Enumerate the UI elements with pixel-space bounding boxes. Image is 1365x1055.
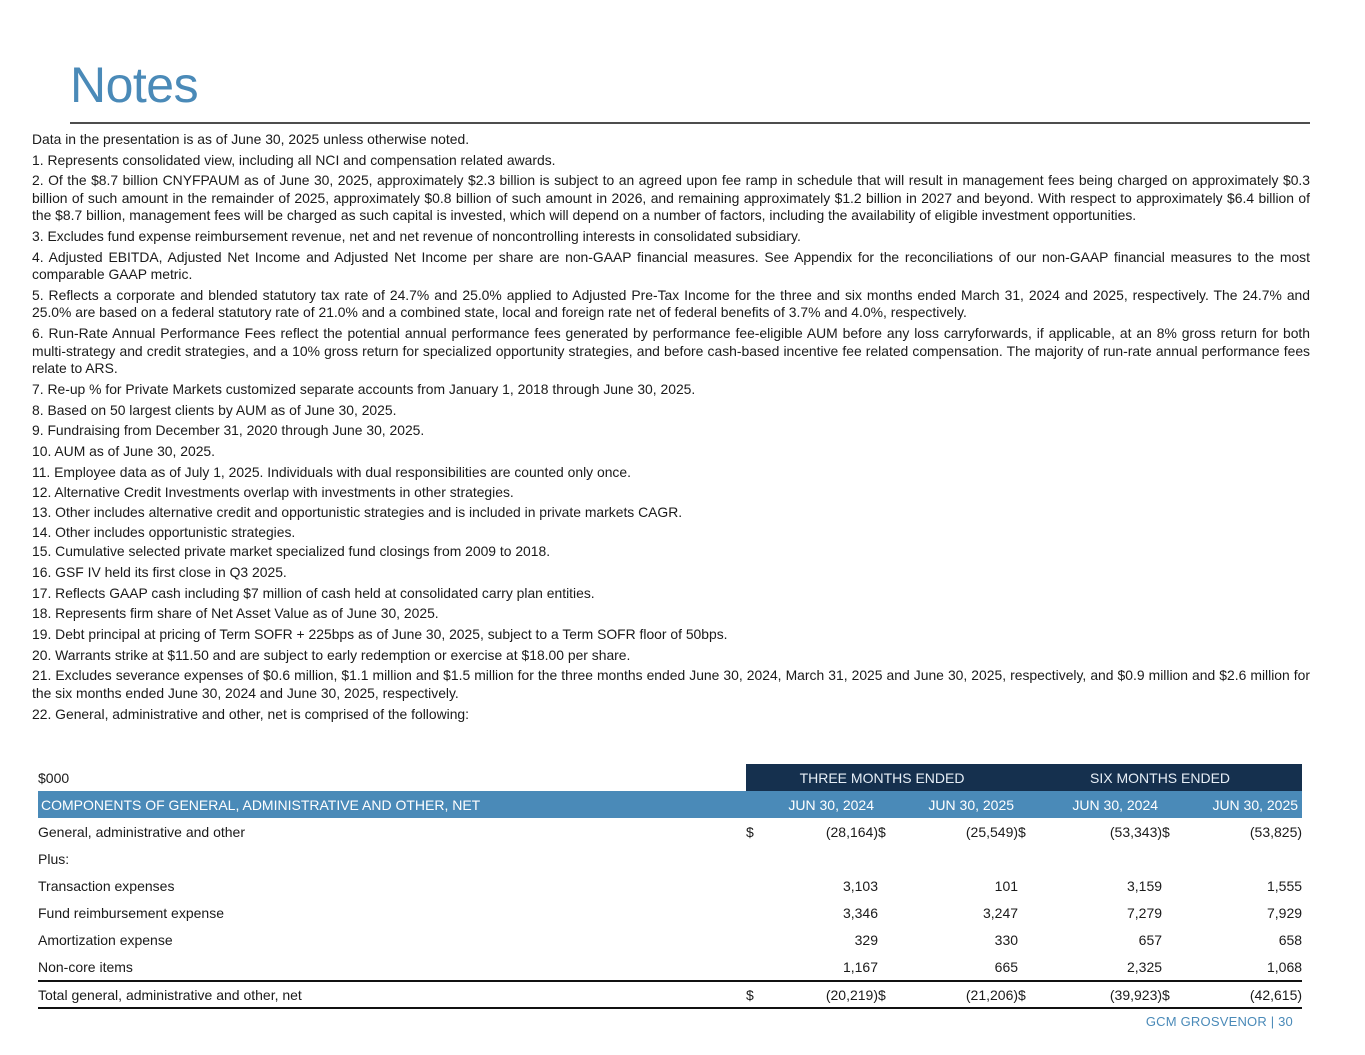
currency-symbol: $ xyxy=(746,823,754,840)
note-15: 15. Cumulative selected private market specialized fund closings from 2009 to 2018. xyxy=(32,543,551,560)
note-17: 17. Reflects GAAP cash including $7 million of cash held at consolidated carry plan entities. xyxy=(32,584,595,601)
cell-value: 7,279 xyxy=(1126,904,1163,921)
date-header: JUN 30, 2024 xyxy=(746,791,878,818)
cell-value: (25,549) xyxy=(965,823,1019,840)
currency-symbol: $ xyxy=(1162,981,1184,1008)
note-7: 7. Re-up % for Private Markets customized separate accounts from January 1, 2018 through June 30, 2025. xyxy=(32,380,696,397)
note-3: 3. Excludes fund expense reimbursement revenue, net and net revenue of noncontrolling interests in consolidated subsidiary. xyxy=(32,228,801,245)
note-20: 20. Warrants strike at $11.50 and are subject to early redemption or exercise at $18.00 per share. xyxy=(32,646,631,663)
note-14: 14. Other includes opportunistic strategies. xyxy=(32,523,296,540)
total-value: (39,923) xyxy=(1052,981,1162,1008)
table-row xyxy=(38,872,1302,899)
note-10: 10. AUM as of June 30, 2025. xyxy=(32,442,216,459)
row-label: General, administrative and other xyxy=(38,823,245,840)
date-header: JUN 30, 2025 xyxy=(1162,791,1302,818)
table-total-row xyxy=(38,981,1302,1008)
six-months-header: SIX MONTHS ENDED xyxy=(1018,764,1302,791)
note-22: 22. General, administrative and other, net is comprised of the following: xyxy=(32,705,470,722)
cell-value: 329 xyxy=(854,931,878,948)
cell-value: 1,068 xyxy=(1267,958,1303,975)
table-group-header-row xyxy=(38,764,1302,791)
notes-list xyxy=(32,131,1310,726)
note-19: 19. Debt principal at pricing of Term SOFR + 225bps as of June 30, 2025, subject to a Term SOFR floor of 50bps. xyxy=(32,626,728,643)
ga-components-table xyxy=(38,764,1302,1009)
cell-value: 7,929 xyxy=(1267,904,1303,921)
note-intro: Data in the presentation is as of June 30, 2025 unless otherwise noted. xyxy=(32,131,470,147)
date-header: JUN 30, 2025 xyxy=(878,791,1018,818)
cell-value: (28,164) xyxy=(825,823,878,840)
table-row xyxy=(38,926,1302,953)
row-label: Amortization expense xyxy=(38,931,173,948)
row-label: Plus: xyxy=(38,850,70,867)
currency-symbol: $ xyxy=(878,823,886,840)
table-row xyxy=(38,899,1302,926)
total-value: (20,219) xyxy=(768,981,878,1008)
cell-value: 1,555 xyxy=(1267,877,1303,894)
unit-label: $000 xyxy=(38,769,70,786)
note-2: 2. Of the $8.7 billion CNYFPAUM as of June 30, 2025, approximately $2.3 billion is subject to an agreed upon fee ramp in schedule that will result in management fees being charged on approximately $0.3 billion of such amount in the remainder of 2025, approximately $0.8 billion of such amount in 2026, and remaining approximately $1.2 billion in 2027 and beyond. With respect to approximately $6.4 billion of the $8.7 billion, management fees will be charged as such capital is invested, which will depend on a number of factors, including the availability of eligible investment opportunities. xyxy=(32,172,1310,224)
cell-value: 330 xyxy=(994,931,1019,948)
note-6: 6. Run-Rate Annual Performance Fees reflect the potential annual performance fees generated by performance fee-eligible AUM before any loss carryforwards, if applicable, at an 8% gross return for both multi-strategy and credit strategies, and a 10% gross return for specialized opportunity strategies, and before cash-based incentive fee related compensation. The majority of run-rate annual performance fees relate to ARS. xyxy=(32,325,1310,377)
cell-value: 665 xyxy=(994,958,1019,975)
row-label: Fund reimbursement expense xyxy=(38,904,224,921)
note-11: 11. Employee data as of July 1, 2025. Individuals with dual responsibilities are counted only once. xyxy=(32,463,631,480)
cell-value: 3,346 xyxy=(842,904,878,921)
cell-value: 3,103 xyxy=(842,877,878,894)
note-8: 8. Based on 50 largest clients by AUM as of June 30, 2025. xyxy=(32,401,397,418)
cell-value: 658 xyxy=(1278,931,1303,948)
table-row xyxy=(38,845,1302,872)
currency-symbol: $ xyxy=(878,981,900,1008)
table-row xyxy=(38,953,1302,981)
page-title: Notes xyxy=(70,57,199,113)
cell-value: 3,247 xyxy=(982,904,1019,921)
note-16: 16. GSF IV held its first close in Q3 2025. xyxy=(32,564,287,580)
row-label: Non-core items xyxy=(38,958,133,975)
cell-value: (53,825) xyxy=(1249,823,1303,840)
table-row xyxy=(38,818,1302,845)
cell-value: 2,325 xyxy=(1126,958,1163,975)
total-value: (21,206) xyxy=(900,981,1018,1008)
currency-symbol: $ xyxy=(1162,823,1170,840)
total-label: Total general, administrative and other, net xyxy=(38,981,746,1008)
currency-symbol: $ xyxy=(746,981,768,1008)
note-9: 9. Fundraising from December 31, 2020 through June 30, 2025. xyxy=(32,422,425,439)
note-21: 21. Excludes severance expenses of $0.6 million, $1.1 million and $1.5 million for the three months ended June 30, 2024, March 31, 2025 and June 30, 2025, respectively, and $0.9 million and $2.6 million for the six months ended June 30, 2024 and June 30, 2025, respectively. xyxy=(32,667,1310,701)
three-months-header: THREE MONTHS ENDED xyxy=(746,764,1018,791)
section-title: COMPONENTS OF GENERAL, ADMINISTRATIVE AND OTHER, NET xyxy=(38,791,746,818)
date-header: JUN 30, 2024 xyxy=(1018,791,1162,818)
total-value: (42,615) xyxy=(1184,981,1302,1008)
table-column-header-row xyxy=(38,791,1302,818)
cell-value: 101 xyxy=(994,877,1019,894)
cell-value: 3,159 xyxy=(1126,877,1163,894)
row-label: Transaction expenses xyxy=(38,877,175,894)
page-footer: GCM GROSVENOR | 30 xyxy=(1145,1014,1293,1029)
note-5: 5. Reflects a corporate and blended statutory tax rate of 24.7% and 25.0% applied to Adjusted Pre-Tax Income for the three and six months ended March 31, 2024 and 2025, respectively. The 24.7% and 25.0% are based on a federal statutory rate of 21.0% and a combined state, local and foreign rate net of federal benefits of 3.7% and 4.0%, respectively. xyxy=(32,286,1310,321)
note-18: 18. Represents firm share of Net Asset Value as of June 30, 2025. xyxy=(32,605,439,622)
note-12: 12. Alternative Credit Investments overlap with investments in other strategies. xyxy=(32,484,514,501)
title-divider xyxy=(70,122,1310,124)
cell-value: 1,167 xyxy=(842,958,878,975)
cell-value: 657 xyxy=(1138,931,1163,948)
note-13: 13. Other includes alternative credit and opportunistic strategies and is included in private markets CAGR. xyxy=(32,503,683,520)
currency-symbol: $ xyxy=(1018,981,1052,1008)
note-4: 4. Adjusted EBITDA, Adjusted Net Income and Adjusted Net Income per share are non-GAAP financial measures. See Appendix for the reconciliations of our non-GAAP financial measures to the most comparable GAAP metric. xyxy=(32,248,1310,283)
note-1: 1. Represents consolidated view, including all NCI and compensation related awards. xyxy=(32,151,556,168)
cell-value: (53,343) xyxy=(1109,823,1163,840)
currency-symbol: $ xyxy=(1018,823,1026,840)
